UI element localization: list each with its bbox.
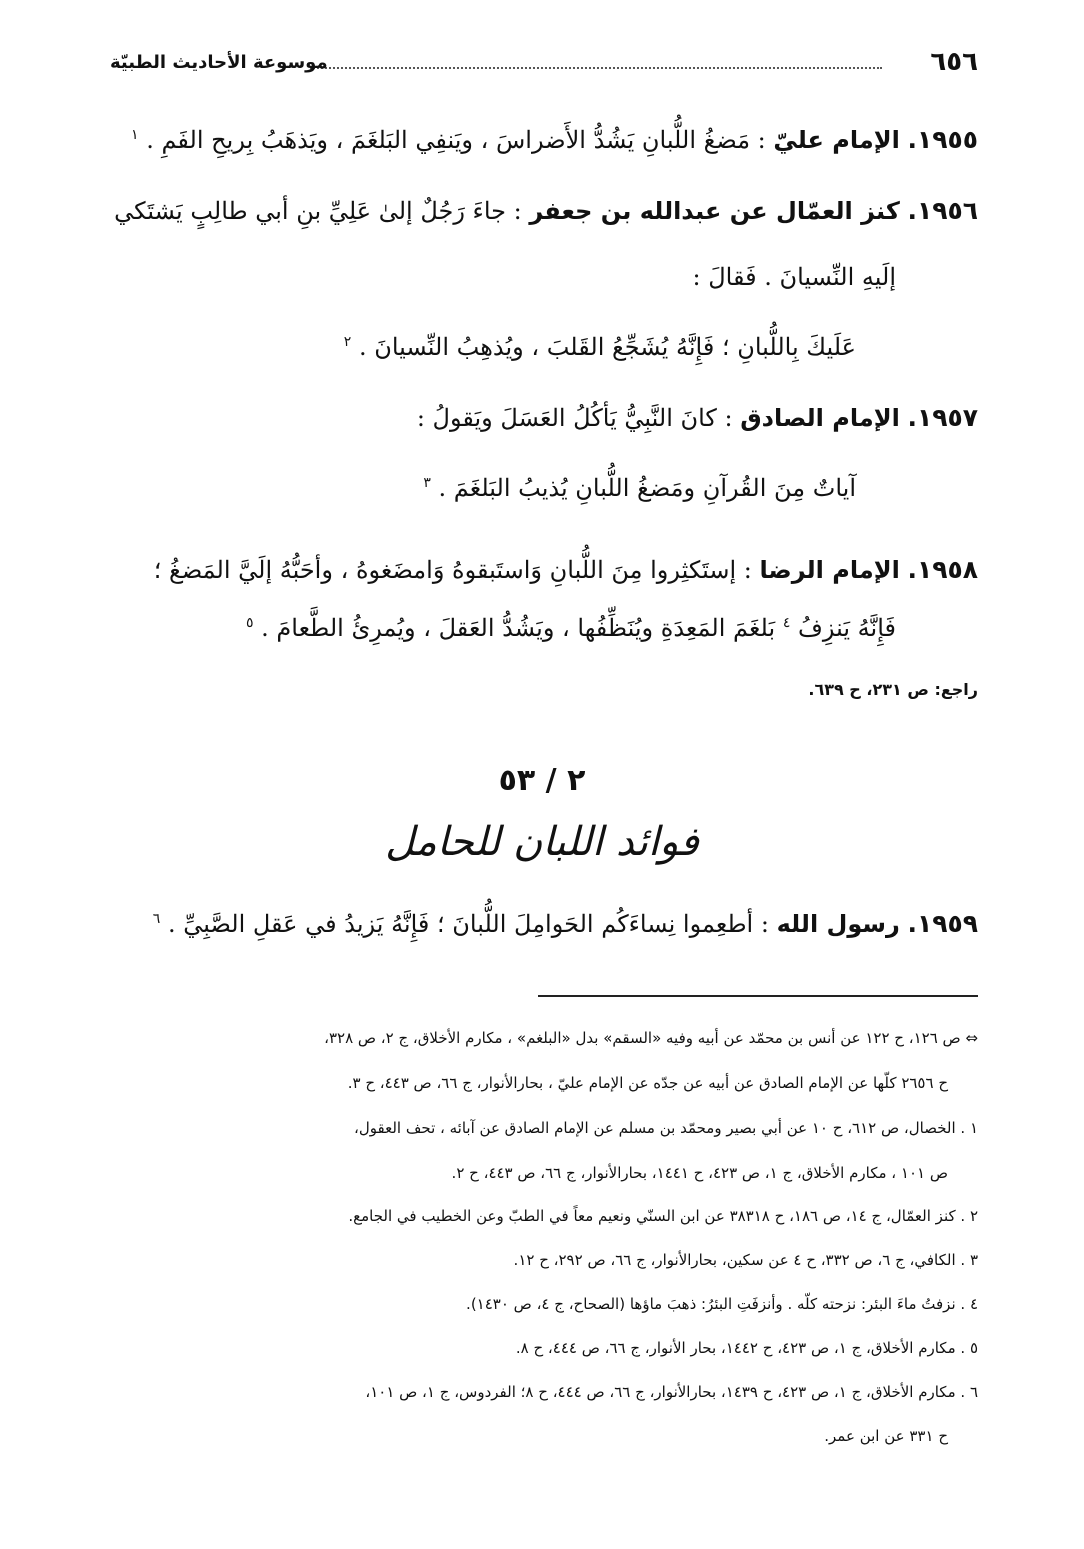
hadith-1958 [106, 548, 978, 592]
footnote-text: ص ١٢٦، ح ١٢٢ عن أنس بن محمّد عن أبيه وفيه «السقم» بدل «البلغم» ، مكارم الأخلاق، ج ٢، ص ٣٢٨، [324, 1029, 961, 1047]
footnote-continuation-line1 [324, 1023, 978, 1053]
reference-note: راجع: ص ٢٣١، ح ٦٣٩. [808, 680, 978, 699]
hadith-number: ١٩٥٨. [907, 555, 978, 584]
hadith-text: بَلغَمَ المَعِدَةِ ويُنَظِّفُها ، ويَشُدُّ العَقلَ ، ويُمرِئُ الطَّعامَ . [261, 614, 776, 642]
page-number: ٦٥٦ [930, 47, 978, 77]
footnote-continuation-line2: ح ٢٦٥٦ كلّها عن الإمام الصادق عن أبيه عن جدّه عن الإمام عليّ ، بحارالأنوار، ج ٦٦، ص ٤٤٣، ح ٣. [347, 1074, 948, 1092]
footnote-marker: ١ [131, 127, 139, 143]
hadith-1956-quote [344, 325, 856, 369]
hadith-1958-line2 [246, 606, 896, 650]
hadith-source: كنز العمّال عن عبدالله بن جعفر [529, 197, 900, 225]
hadith-text: فَإِنَّهُ يَنزِفُ [797, 614, 896, 642]
footnote-1-line1: ١ . الخصال، ص ٦١٢، ح ١٠ عن أبي بصير ومحمّد بن مسلم عن الإمام الصادق عن آبائه ، تحف العقول، [354, 1119, 978, 1137]
footnote-4: ٤ . نزفتُ ماءَ البئر: نزحته كلّه . وأنزفَتِ البئرُ: ذهبَ ماؤها (الصحاح، ج ٤، ص ١٤٣٠). [466, 1295, 978, 1313]
hadith-number: ١٩٥٥. [907, 125, 978, 154]
hadith-1957 [417, 396, 978, 440]
hadith-text: : كانَ النَّبِيُّ يَأكُلُ العَسَلَ ويَقولُ : [416, 404, 733, 432]
hadith-1959 [106, 902, 978, 946]
page-header [110, 44, 978, 80]
hadith-text: : جاءَ رَجُلٌ إلىٰ عَلِيِّ بنِ أبي طالِبٍ يَشتَكي [114, 197, 522, 225]
hadith-source: رسول الله [776, 910, 900, 938]
hadith-quote: عَلَيكَ بِاللُّبانِ ؛ فَإِنَّهُ يُشَجِّعُ القَلبَ ، ويُذهِبُ النِّسيانَ . [358, 333, 856, 361]
hadith-text: إلَيهِ النِّسيانَ . فَقالَ : [692, 263, 896, 291]
footnote-marker: ٤ [782, 615, 791, 631]
footnote-marker: ٢ [343, 334, 352, 350]
footnote-marker: ٦ [152, 911, 161, 927]
footnote-6-line1: ٦ . مكارم الأخلاق، ج ١، ص ٤٢٣، ح ١٤٣٩، بحارالأنوار، ج ٦٦، ص ٤٤٤، ح ٨؛ الفردوس، ج ١، ص ١٠١، [365, 1383, 978, 1401]
hadith-1956-line2 [693, 255, 897, 299]
section-title: فوائد اللبان للحامل [385, 819, 699, 865]
hadith-1957-quote [423, 466, 856, 510]
running-title: موسوعة الأحاديث الطبيّة [110, 52, 328, 73]
hadith-source: الإمام الصادق [740, 404, 900, 432]
header-dotted-leader [310, 67, 882, 69]
footnote-marker: ٣ [423, 475, 431, 491]
footnote-5: ٥ . مكارم الأخلاق، ج ١، ص ٤٢٣، ح ١٤٤٢، بحار الأنوار، ج ٦٦، ص ٤٤٤، ح ٨. [515, 1339, 978, 1357]
hadith-source: الإمام الرضا [759, 556, 900, 584]
hadith-source: الإمام عليّ [773, 126, 900, 154]
hadith-1955 [106, 118, 978, 162]
hadith-quote: آياتٌ مِنَ القُرآنِ ومَضغُ اللُّبانِ يُذيبُ البَلغَمَ . [438, 474, 856, 502]
footnote-3: ٣ . الكافي، ج ٦، ص ٣٣٢، ح ٤ عن سكين، بحارالأنوار، ج ٦٦، ص ٢٩٢، ح ١٢. [513, 1251, 978, 1269]
hadith-number: ١٩٥٦. [907, 196, 978, 225]
hadith-text: : أطعِموا نِساءَكُم الحَوامِلَ اللُّبانَ ؛ فَإِنَّهُ يَزيدُ في عَقلِ الصَّبِيِّ . [167, 910, 769, 938]
hadith-number: ١٩٥٧. [907, 403, 978, 432]
footnote-1-line2: ص ١٠١ ، مكارم الأخلاق، ج ١، ص ٤٢٣، ح ١٤٤١، بحارالأنوار، ج ٦٦، ص ٤٤٣، ح ٢. [451, 1164, 948, 1182]
section-number: ٢ / ٥٣ [498, 763, 586, 798]
footnote-separator [538, 995, 978, 997]
hadith-text: : مَضغُ اللُّبانِ يَشُدُّ الأَضراسَ ، ويَنفِي البَلغَمَ ، ويَذهَبُ بِريحِ الفَمِ . [146, 126, 766, 154]
hadith-text: : إستَكثِروا مِنَ اللُّبانِ وَاستَبقوهُ وَامضَغوهُ ، وأحَبُّهُ إلَيَّ المَضغُ ؛ [153, 556, 752, 584]
footnote-marker: ٥ [245, 615, 254, 631]
hadith-number: ١٩٥٩. [907, 909, 978, 938]
hadith-1956 [106, 189, 978, 233]
footnote-2: ٢ . كنز العمّال، ج ١٤، ص ١٨٦، ح ٣٨٣١٨ عن ابن السنّي ونعيم معاً في الطبّ وعن الخطيب في الجامع. [348, 1207, 978, 1225]
continuation-arrow-icon: ⇔ [960, 1029, 978, 1047]
footnote-6-line2: ح ٣٣١ عن ابن عمر. [824, 1427, 948, 1445]
